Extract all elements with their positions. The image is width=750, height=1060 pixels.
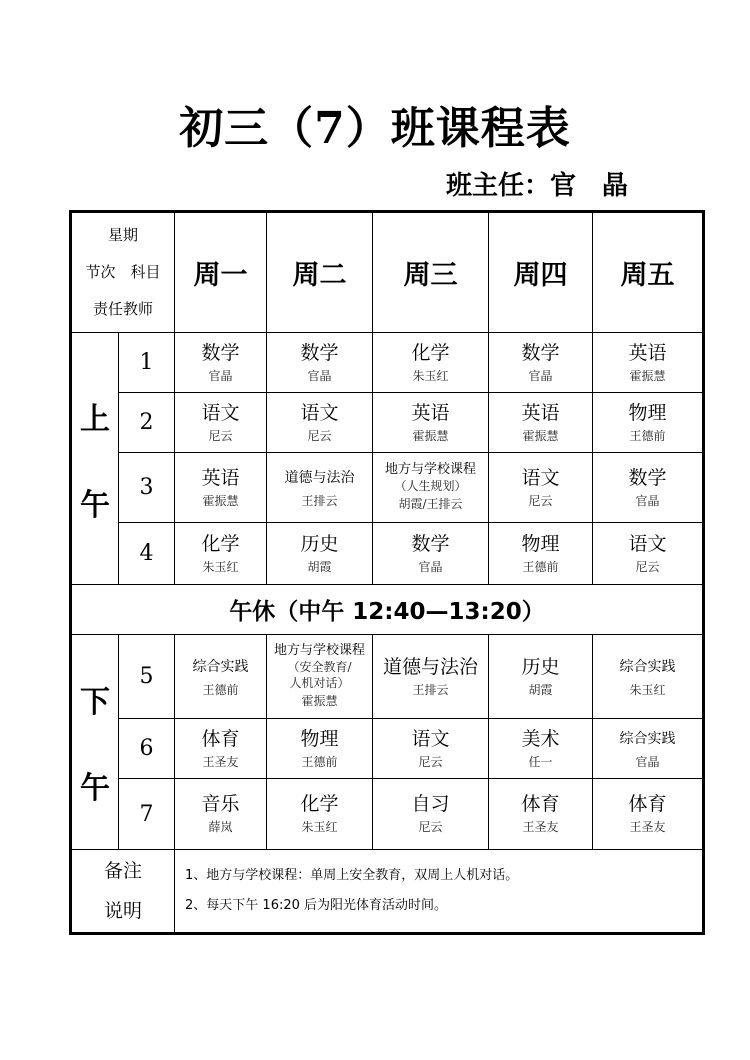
head-teacher: 班主任：官 晶 [446, 171, 629, 201]
corner-cell [71, 212, 175, 333]
remarks-text [175, 850, 704, 934]
morning-label: 上 午 [71, 333, 119, 585]
day-header: 周一 [175, 212, 267, 333]
class-cell: 语文 尼云 [373, 719, 489, 779]
class-cell: 英语 霍振慧 [593, 333, 704, 393]
table-row [71, 719, 704, 779]
period-number: 1 [119, 333, 175, 393]
class-cell: 语文 尼云 [593, 523, 704, 585]
day-header: 周三 [373, 212, 489, 333]
period-number: 3 [119, 453, 175, 523]
corner-period-subject: 节次 科目 [85, 263, 161, 281]
schedule-table [69, 210, 705, 935]
class-cell: 道德与法治 王排云 [267, 453, 373, 523]
class-cell: 数学 官晶 [175, 333, 267, 393]
page-title: 初三（7）班课程表 [179, 103, 571, 154]
period-number: 2 [119, 393, 175, 453]
class-cell: 英语 霍振慧 [489, 393, 593, 453]
class-cell: 地方与学校课程 （人生规划） 胡霞/王排云 [373, 453, 489, 523]
table-row [71, 453, 704, 523]
class-cell: 化学 朱玉红 [373, 333, 489, 393]
class-cell: 化学 朱玉红 [267, 779, 373, 850]
class-cell: 自习 尼云 [373, 779, 489, 850]
afternoon-label: 下 午 [71, 635, 119, 850]
class-cell: 历史 胡霞 [267, 523, 373, 585]
table-row [71, 333, 704, 393]
class-cell: 体育 王圣友 [175, 719, 267, 779]
class-cell: 数学 官晶 [489, 333, 593, 393]
class-cell: 历史 胡霞 [489, 635, 593, 719]
remark-line: 1、地方与学校课程：单周上安全教育，双周上人机对话。 [185, 868, 519, 883]
header-row [71, 212, 704, 333]
class-cell: 音乐 薛岚 [175, 779, 267, 850]
corner-teacher: 责任教师 [93, 300, 154, 318]
remarks-row [71, 850, 704, 934]
class-cell: 物理 王德前 [267, 719, 373, 779]
corner-weekday: 星期 [108, 226, 139, 244]
class-cell: 数学 官晶 [373, 523, 489, 585]
noon-break: 午休（中午 12:40—13:20） [71, 585, 704, 635]
class-cell: 综合实践 官晶 [593, 719, 704, 779]
class-cell: 体育 王圣友 [489, 779, 593, 850]
day-header: 周五 [593, 212, 704, 333]
period-number: 5 [119, 635, 175, 719]
table-row [71, 523, 704, 585]
table-row [71, 635, 704, 719]
class-cell: 英语 霍振慧 [373, 393, 489, 453]
class-cell: 物理 王德前 [489, 523, 593, 585]
period-number: 6 [119, 719, 175, 779]
class-cell: 美术 任一 [489, 719, 593, 779]
class-cell: 数学 官晶 [593, 453, 704, 523]
remark-line: 2、每天下午 16:20 后为阳光体育活动时间。 [185, 898, 448, 913]
class-cell: 语文 尼云 [175, 393, 267, 453]
class-cell: 英语 霍振慧 [175, 453, 267, 523]
day-header: 周二 [267, 212, 373, 333]
class-cell: 综合实践 王德前 [175, 635, 267, 719]
day-header: 周四 [489, 212, 593, 333]
class-cell: 道德与法治 王排云 [373, 635, 489, 719]
class-cell: 数学 官晶 [267, 333, 373, 393]
class-cell: 综合实践 朱玉红 [593, 635, 704, 719]
remarks-label: 备注 说明 [71, 850, 175, 934]
class-cell: 化学 朱玉红 [175, 523, 267, 585]
class-cell: 地方与学校课程 （安全教育/ 人机对话） 霍振慧 [267, 635, 373, 719]
period-number: 7 [119, 779, 175, 850]
class-cell: 语文 尼云 [489, 453, 593, 523]
noon-break-row [71, 585, 704, 635]
table-row [71, 779, 704, 850]
class-cell: 物理 王德前 [593, 393, 704, 453]
table-row [71, 393, 704, 453]
period-number: 4 [119, 523, 175, 585]
class-cell: 语文 尼云 [267, 393, 373, 453]
class-cell: 体育 王圣友 [593, 779, 704, 850]
